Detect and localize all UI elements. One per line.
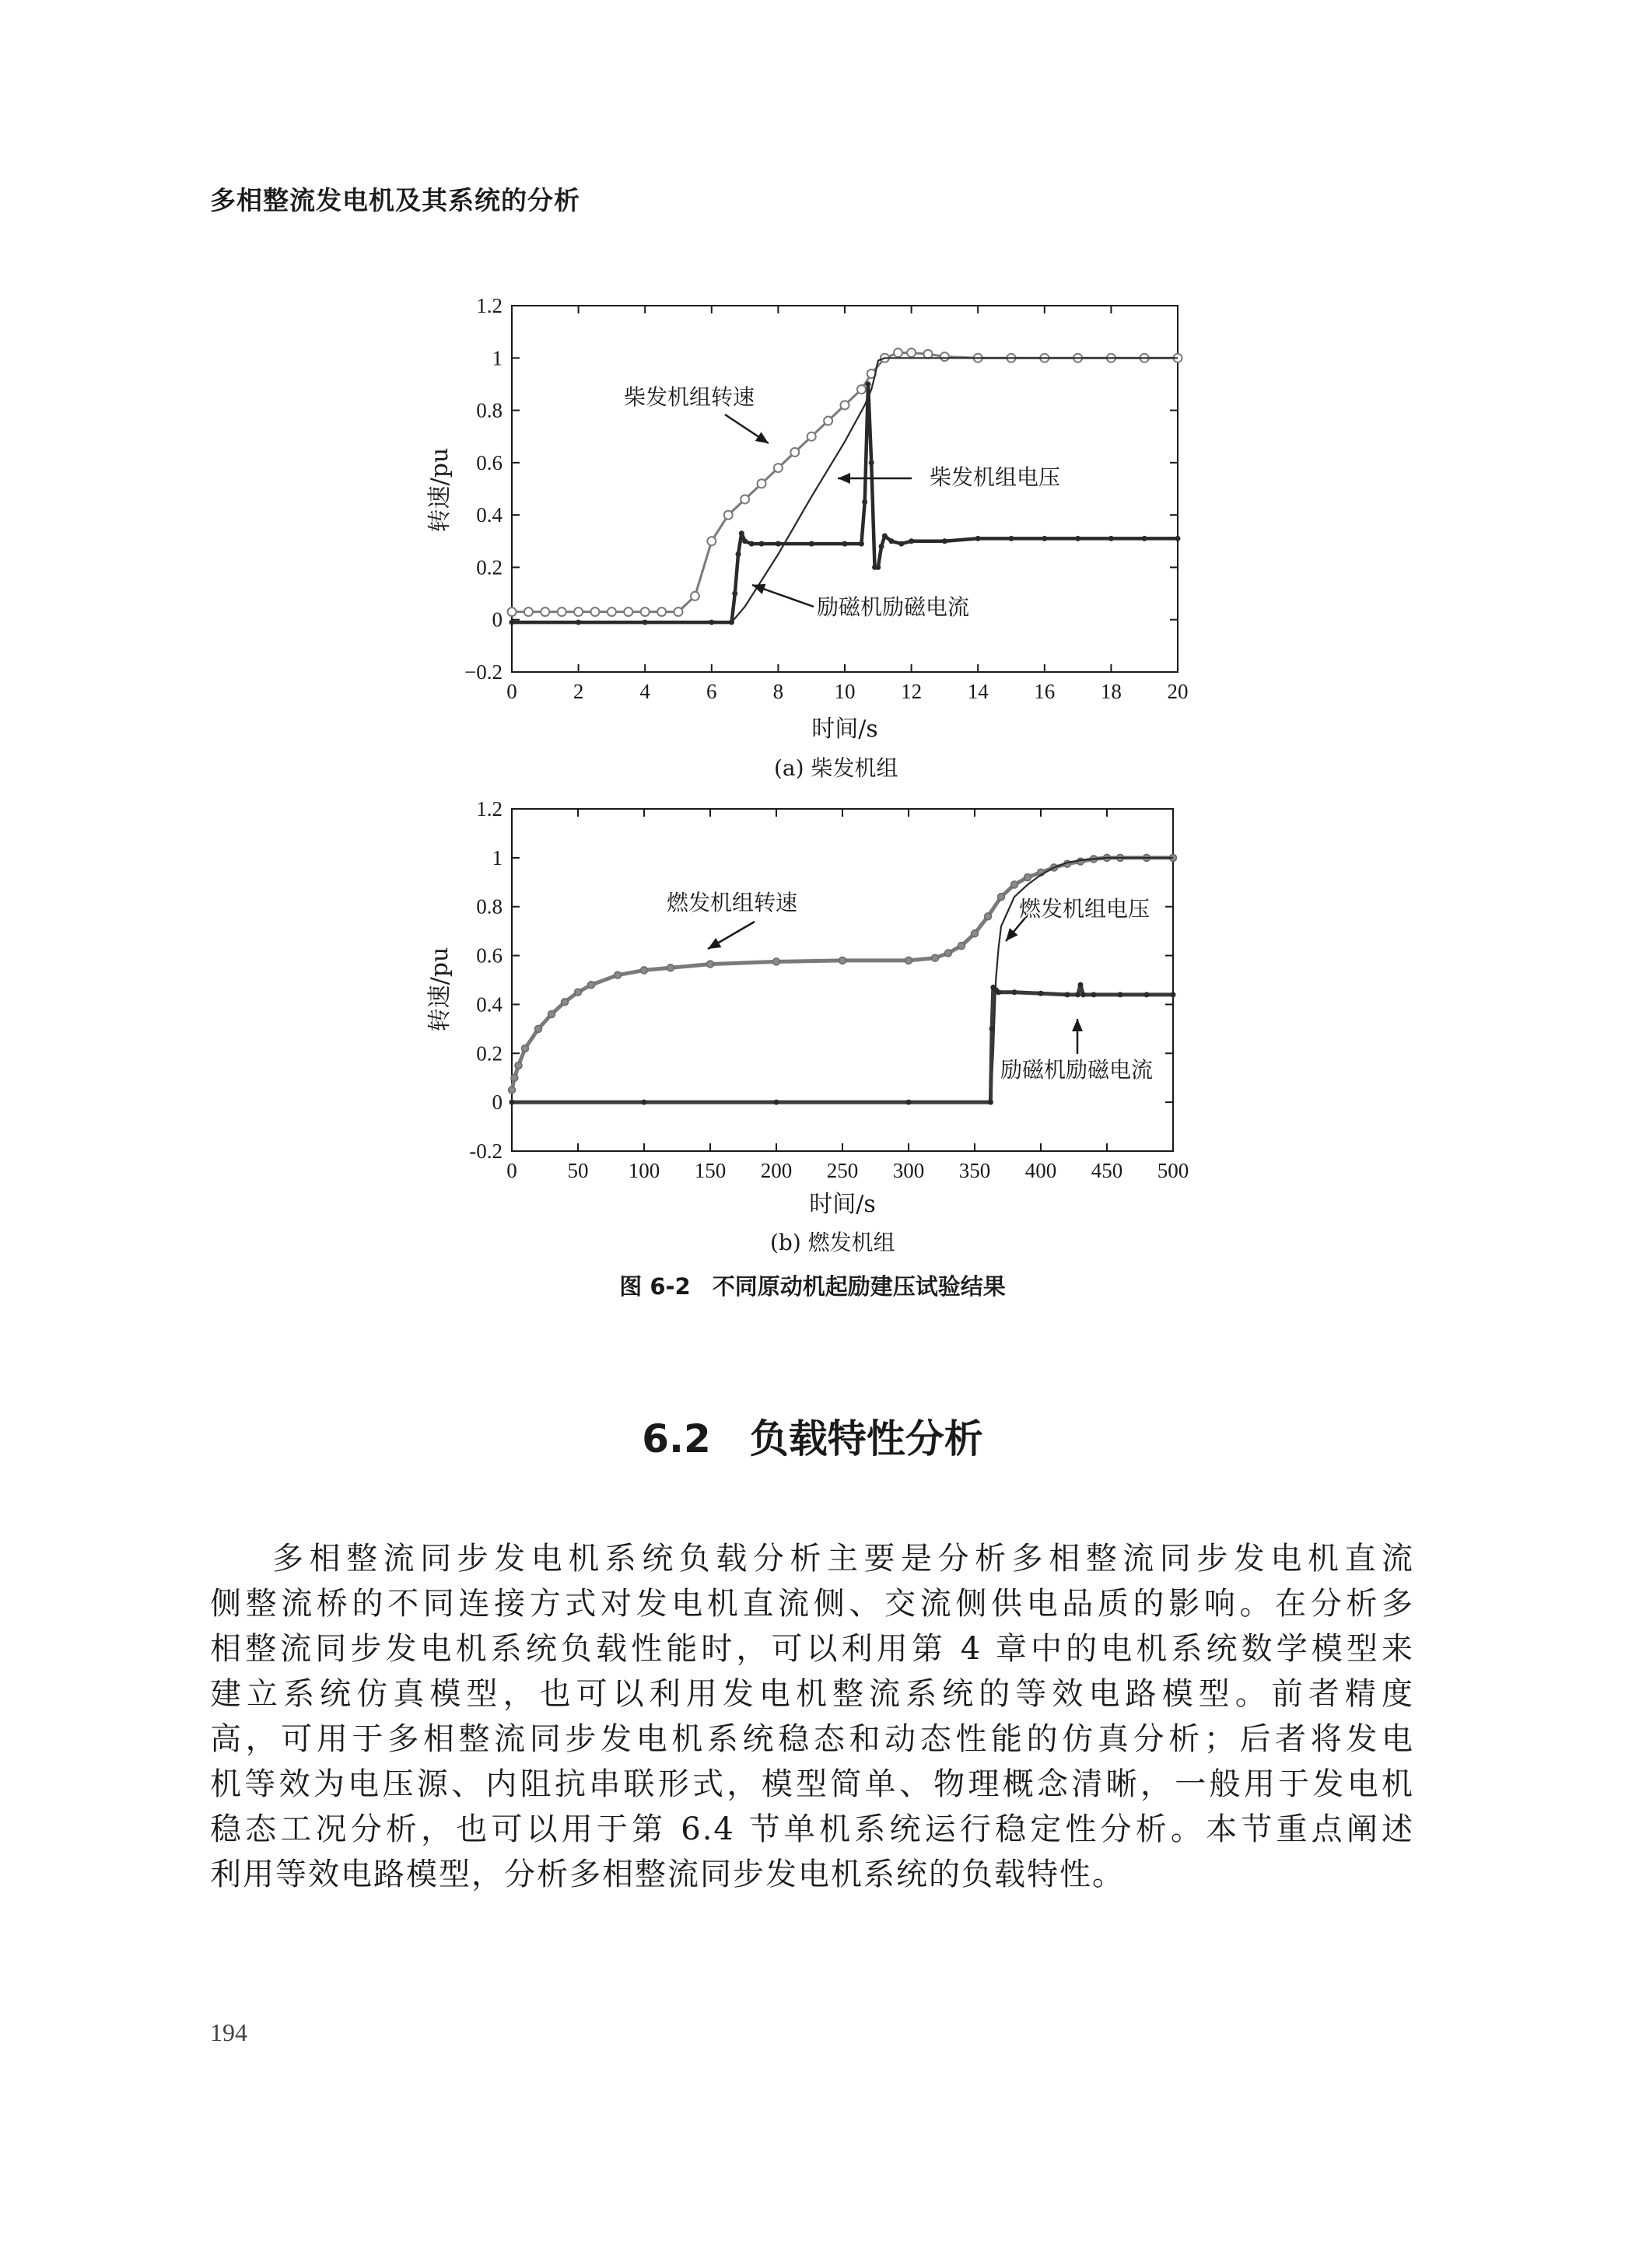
series-point (558, 607, 566, 616)
series-point (1142, 536, 1147, 541)
series-point (742, 538, 748, 544)
y-tick-label: 0.8 (476, 398, 503, 422)
chart-gas-turbine-genset (0, 786, 1625, 1260)
series-point (1080, 992, 1086, 997)
series-point (774, 1100, 779, 1105)
x-tick-label: 100 (628, 1159, 660, 1182)
series-point (1108, 536, 1114, 541)
series-point (869, 460, 874, 465)
y-axis-label: 转速/pu (426, 447, 454, 533)
y-tick-label: 1.2 (476, 294, 503, 317)
series-point (945, 950, 952, 957)
x-tick-label: 0 (506, 1159, 517, 1182)
series-point (615, 971, 622, 978)
series-point (942, 538, 947, 544)
series-point (1171, 992, 1176, 997)
series-point (759, 541, 765, 547)
series-point (972, 930, 979, 937)
series-point (894, 348, 902, 357)
series-point (1065, 992, 1070, 997)
y-tick-label: -0.2 (469, 1139, 503, 1163)
body-line: 多相整流同步发电机系统负载分析主要是分析多相整流同步发电机直流 (272, 1541, 1414, 1577)
series-point (940, 352, 949, 361)
series-point (888, 538, 894, 544)
series-point (548, 1011, 555, 1018)
series-point (1075, 536, 1080, 541)
x-tick-label: 250 (826, 1159, 859, 1182)
series-point (588, 982, 595, 989)
series-line (512, 353, 1178, 612)
series-line (512, 384, 1178, 622)
series-point (996, 989, 1001, 995)
series-point (807, 432, 816, 441)
x-axis-label: 时间/s (811, 716, 878, 743)
figure-caption (0, 1269, 1625, 1301)
annotation-label: 励磁机励磁电流 (1000, 1057, 1154, 1083)
section-title: 负载特性分析 (749, 1416, 983, 1461)
series-point (1175, 536, 1181, 541)
annotation-label: 燃发机组转速 (667, 890, 798, 915)
y-tick-label: 0.4 (476, 992, 503, 1017)
body-line: 侧整流桥的不同连接方式对发电机直流侧、交流侧供电品质的影响。在分析多 (210, 1586, 1414, 1622)
arrow-head (708, 938, 721, 949)
x-tick-label: 18 (1100, 680, 1122, 703)
series-point (989, 1026, 995, 1031)
x-tick-label: 150 (694, 1159, 727, 1182)
series-point (642, 1100, 647, 1105)
y-tick-label: 1 (492, 845, 503, 870)
chart-diesel-genset (0, 0, 1625, 786)
page-number: 194 (210, 2018, 247, 2046)
series-point (562, 999, 569, 1006)
series-point (842, 541, 848, 547)
arrow-head (1072, 1019, 1083, 1031)
series-point (909, 538, 914, 544)
body-line: 高，可用于多相整流同步发电机系统稳态和动态性能的仿真分析；后者将发电 (210, 1721, 1414, 1757)
series-point (882, 534, 888, 539)
arrow-head (755, 432, 769, 443)
body-line: 相整流同步发电机系统负载性能时，可以利用第 4 章中的电机系统数学模型来 (210, 1631, 1414, 1667)
series-point (641, 607, 650, 616)
series-point (859, 541, 864, 547)
x-tick-label: 500 (1157, 1159, 1189, 1182)
x-tick-label: 10 (834, 680, 856, 703)
series-point (608, 607, 616, 616)
x-tick-label: 350 (958, 1159, 991, 1182)
series-point (898, 541, 904, 547)
x-tick-label: 6 (706, 680, 717, 703)
x-tick-label: 20 (1167, 680, 1189, 703)
series-point (674, 607, 683, 616)
body-line: 机等效为电压源、内阻抗串联形式，模型简单、物理概念清晰，一般用于发电机 (210, 1766, 1414, 1802)
x-axis-label: 时间/s (809, 1191, 876, 1218)
series-point (1024, 874, 1031, 881)
series-point (1009, 536, 1014, 541)
series-point (998, 894, 1005, 901)
series-point (510, 1100, 515, 1105)
series-line (512, 858, 1173, 1090)
x-tick-label: 14 (967, 680, 989, 703)
series-point (1011, 881, 1018, 888)
y-tick-label: 1.2 (476, 797, 503, 821)
y-tick-label: −0.2 (464, 660, 503, 684)
series-point (790, 448, 799, 457)
section-heading (0, 1408, 1625, 1464)
series-point (707, 537, 716, 545)
series-point (875, 565, 881, 570)
series-point (985, 913, 992, 920)
series-point (975, 536, 981, 541)
y-tick-label: 0.8 (476, 894, 503, 919)
x-tick-label: 2 (573, 680, 584, 703)
body-line: 稳态工况分析，也可以用于第 6.4 节单机系统运行稳定性分析。本节重点阐述 (210, 1811, 1414, 1847)
series-point (906, 1100, 912, 1105)
series-point (749, 541, 755, 547)
chart-b-subcaption: (b) 燃发机组 (770, 1230, 895, 1255)
series-point (1118, 992, 1123, 997)
series-point (776, 541, 781, 547)
x-tick-label: 300 (892, 1159, 925, 1182)
y-tick-label: 0.6 (476, 450, 503, 474)
x-tick-label: 8 (772, 680, 784, 703)
series-point (824, 417, 832, 425)
series-point (1144, 992, 1150, 997)
annotation-label: 燃发机组电压 (1019, 896, 1150, 922)
series-point (522, 1045, 529, 1052)
x-tick-label: 4 (639, 680, 650, 703)
series-line (512, 985, 1173, 1102)
series-point (839, 957, 846, 964)
series-point (691, 592, 699, 600)
figure-title: 不同原动机起励建压试验结果 (712, 1273, 1006, 1300)
x-tick-label: 200 (760, 1159, 793, 1182)
running-head: 多相整流发电机及其系统的分析 (210, 185, 580, 215)
section-number: 6.2 (642, 1416, 711, 1461)
arrow-head (838, 473, 850, 484)
chart-b-svg (0, 786, 1625, 1260)
series-point (1091, 992, 1097, 997)
series-point (641, 967, 648, 974)
series-point (907, 348, 916, 357)
series-point (535, 1025, 542, 1032)
series-line (512, 358, 1178, 622)
series-point (1075, 992, 1080, 997)
series-point (1038, 991, 1044, 996)
series-point (643, 620, 648, 625)
chart-a-svg (0, 0, 1625, 786)
y-tick-label: 0.2 (476, 1041, 503, 1066)
series-point (862, 499, 867, 505)
series-point (707, 961, 714, 968)
series-point (1012, 989, 1017, 995)
series-point (857, 385, 866, 394)
series-point (905, 957, 912, 964)
series-point (932, 954, 939, 961)
series-point (841, 401, 849, 409)
series-point (667, 964, 674, 971)
series-point (924, 350, 933, 359)
series-point (515, 1062, 522, 1069)
series-point (541, 607, 549, 616)
series-point (1042, 536, 1047, 541)
chart-a-subcaption: (a) 柴发机组 (774, 755, 898, 781)
annotation-label: 柴发机组电压 (930, 464, 1061, 490)
series-point (524, 607, 533, 616)
body-paragraph (210, 1536, 1414, 1897)
body-line: 利用等效电路模型，分析多相整流同步发电机系统的负载特性。 (210, 1857, 1125, 1892)
series-point (741, 495, 749, 503)
series-point (736, 551, 741, 557)
y-tick-label: 0 (492, 1090, 503, 1115)
y-tick-label: 0.4 (476, 503, 503, 527)
series-point (574, 607, 583, 616)
annotation-label: 柴发机组转速 (624, 384, 755, 410)
annotation-label: 励磁机励磁电流 (817, 594, 970, 620)
series-point (724, 511, 733, 520)
series-point (624, 607, 632, 616)
plot-frame (512, 809, 1173, 1151)
series-point (591, 607, 600, 616)
x-tick-label: 0 (506, 680, 517, 703)
series-point (732, 591, 737, 597)
series-point (510, 620, 515, 625)
series-point (1078, 982, 1084, 988)
series-point (576, 620, 581, 625)
series-point (739, 530, 744, 536)
series-point (809, 541, 814, 547)
series-point (774, 464, 783, 472)
series-point (865, 381, 870, 387)
y-tick-label: 1 (492, 346, 503, 370)
x-tick-label: 12 (901, 680, 923, 703)
series-point (988, 1100, 993, 1105)
x-tick-label: 16 (1034, 680, 1056, 703)
y-tick-label: 0.6 (476, 943, 503, 968)
series-point (958, 943, 965, 950)
series-point (773, 958, 780, 965)
x-tick-label: 50 (567, 1159, 589, 1182)
series-point (879, 544, 884, 549)
series-point (657, 607, 666, 616)
body-line: 建立系统仿真模型，也可以利用发电机整流系统的等效电路模型。前者精度 (210, 1676, 1414, 1712)
series-point (508, 607, 517, 616)
figure-number: 图 6-2 (619, 1273, 691, 1300)
series-point (511, 1074, 518, 1081)
x-tick-label: 450 (1091, 1159, 1123, 1182)
series-point (758, 479, 766, 488)
series-point (575, 989, 582, 996)
x-tick-label: 400 (1024, 1159, 1057, 1182)
y-tick-label: 0 (492, 607, 503, 632)
series-point (709, 620, 714, 625)
series-point (509, 1087, 516, 1094)
series-point (729, 620, 734, 625)
y-tick-label: 0.2 (476, 555, 503, 579)
y-axis-label: 转速/pu (426, 947, 454, 1032)
